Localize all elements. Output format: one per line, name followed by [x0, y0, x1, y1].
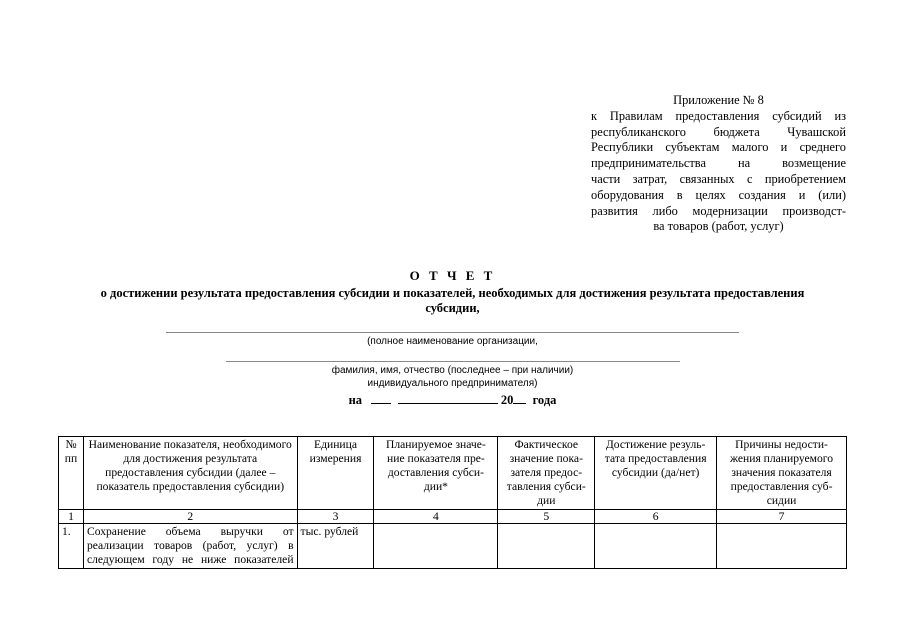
- appendix-line: развития либо модернизации производст-: [591, 203, 846, 218]
- appendix-line: Республики субъектам малого и среднего: [591, 140, 846, 155]
- appendix-line: оборудования в целях создания и (или): [591, 187, 846, 202]
- column-number: 6: [595, 510, 717, 524]
- appendix-line: предпринимательства на возмещение: [591, 156, 846, 171]
- fio-caption: фамилия, имя, отчество (последнее – при наличии): [331, 365, 574, 376]
- appendix-line: республиканского бюджета Чувашской: [591, 124, 846, 139]
- date-year: 20: [500, 393, 514, 407]
- col-header-unit: Единица измерения: [297, 437, 374, 510]
- report-title: О Т Ч Е Т: [409, 268, 496, 283]
- appendix-block: [591, 93, 846, 235]
- date-day-blank: [371, 391, 391, 404]
- report-date-line: [0, 391, 905, 408]
- date-suffix: года: [532, 393, 557, 407]
- col-header-achieved: Достижение резуль-тата предоставления субсидии (да/нет): [595, 437, 717, 510]
- report-subtitle: о достижении результата предоставления субсидии и показателей, необходимых для достижения результата предоставления субсидии,: [100, 286, 805, 315]
- col-header-indicator: Наименование показателя, необходимого для достижения результата предоставления субсидии (далее – показатель предоставления субсидии): [83, 437, 297, 510]
- date-prefix: на: [348, 393, 363, 407]
- column-number: 4: [374, 510, 498, 524]
- row-achieved: [595, 524, 717, 569]
- org-name-line: [166, 332, 739, 333]
- column-number: 5: [498, 510, 595, 524]
- appendix-line: к Правилам предоставления субсидий из: [591, 108, 846, 123]
- row-planned-value: [374, 524, 498, 569]
- row-unit: тыс. рублей: [297, 524, 374, 569]
- table-row: [59, 524, 847, 569]
- row-reasons: [717, 524, 847, 569]
- table-header-row: [59, 437, 847, 510]
- date-month-blank: [398, 391, 498, 404]
- row-number: 1.: [59, 524, 84, 569]
- column-number: 3: [297, 510, 374, 524]
- fio-line: [226, 361, 680, 362]
- fio-caption-2: индивидуального предпринимателя): [367, 378, 538, 389]
- report-table: [58, 436, 847, 569]
- col-header-planned: Планируемое значе-ние показателя пре-доставления субси-дии*: [374, 437, 498, 510]
- appendix-line: ва товаров (работ, услуг): [653, 219, 784, 234]
- row-indicator-name: Сохранение объема выручки от реализации товаров (работ, услуг) в следующем году не ниже показателей: [83, 524, 297, 569]
- row-actual-value: [498, 524, 595, 569]
- column-number: 2: [83, 510, 297, 524]
- col-header-reasons: Причины недости-жения планируемого значения показателя предоставления суб-сидии: [717, 437, 847, 510]
- appendix-line: части затрат, связанных с приобретением: [591, 171, 846, 186]
- org-caption: (полное наименование организации,: [367, 336, 538, 347]
- col-header-number: № пп: [59, 437, 84, 510]
- column-number: 1: [59, 510, 84, 524]
- date-year-blank: [513, 391, 526, 404]
- column-number-row: [59, 510, 847, 524]
- column-number: 7: [717, 510, 847, 524]
- col-header-actual: Фактическое значение пока-зателя предос-тавления субси-дии: [498, 437, 595, 510]
- appendix-title: Приложение № 8: [673, 93, 764, 107]
